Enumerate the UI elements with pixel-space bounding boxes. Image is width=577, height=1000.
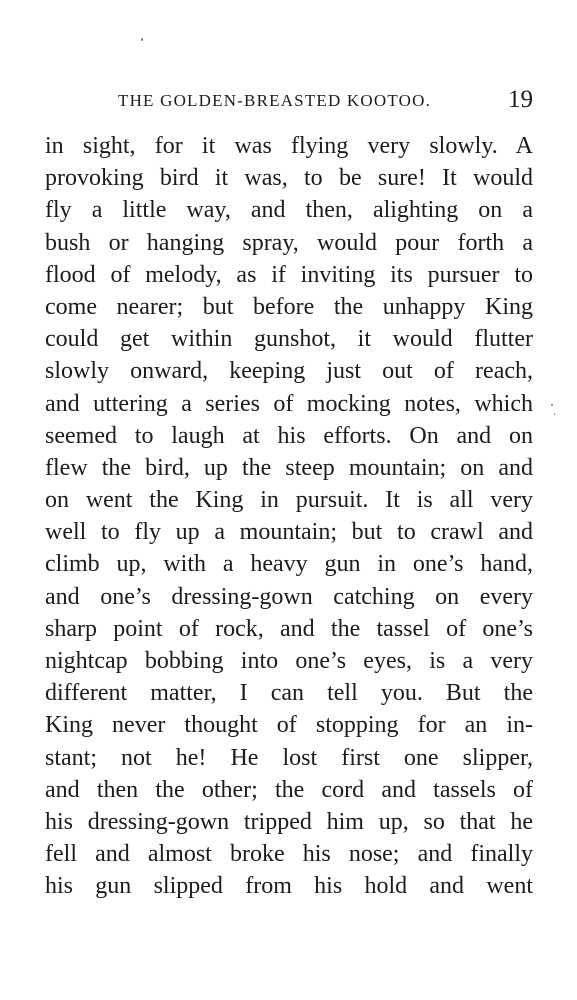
text-line: different matter, I can tell you. But the <box>45 680 533 707</box>
text-line: flew the bird, up the steep mountain; on and <box>45 454 533 481</box>
ink-speck <box>141 38 143 41</box>
ink-speck <box>551 404 553 406</box>
text-line: provoking bird it was, to be sure! It would <box>45 165 533 192</box>
text-line: sharp point of rock, and the tassel of one’s <box>45 615 533 642</box>
text-line: and one’s dressing-gown catching on every <box>45 583 533 610</box>
text-line: King never thought of stopping for an in- <box>45 712 533 739</box>
text-line: on went the King in pursuit. It is all very <box>45 487 533 514</box>
text-line: nightcap bobbing into one’s eyes, is a very <box>45 648 533 674</box>
text-line: slowly onward, keeping just out of reach, <box>45 358 533 385</box>
page-number: 19 <box>508 86 533 113</box>
text-line: come nearer; but before the unhappy King <box>45 293 533 320</box>
text-line: his gun slipped from his hold and went <box>45 873 533 900</box>
text-line: and then the other; the cord and tassels of <box>45 776 533 803</box>
running-title: THE GOLDEN-BREASTED KOOTOO. <box>118 91 432 110</box>
text-line: stant; not he! He lost first one slipper, <box>45 744 533 771</box>
text-line: fell and almost broke his nose; and finally <box>45 841 533 868</box>
text-line: in sight, for it was flying very slowly. A <box>45 133 533 159</box>
text-line: bush or hanging spray, would pour forth a <box>45 229 533 256</box>
ink-speck <box>554 413 555 415</box>
body-text <box>45 130 533 903</box>
text-line: his dressing-gown tripped him up, so that he <box>45 808 533 835</box>
text-line: well to fly up a mountain; but to crawl and <box>45 519 533 546</box>
text-line: and uttering a series of mocking notes, which <box>45 390 533 417</box>
text-line: could get within gunshot, it would flutter <box>45 326 533 353</box>
running-head <box>118 88 533 114</box>
text-line: fly a little way, and then, alighting on a <box>45 197 533 224</box>
text-line: seemed to laugh at his efforts. On and on <box>45 422 533 449</box>
text-line: climb up, with a heavy gun in one’s hand, <box>45 551 533 578</box>
text-line: flood of melody, as if inviting its pursuer to <box>45 261 533 288</box>
